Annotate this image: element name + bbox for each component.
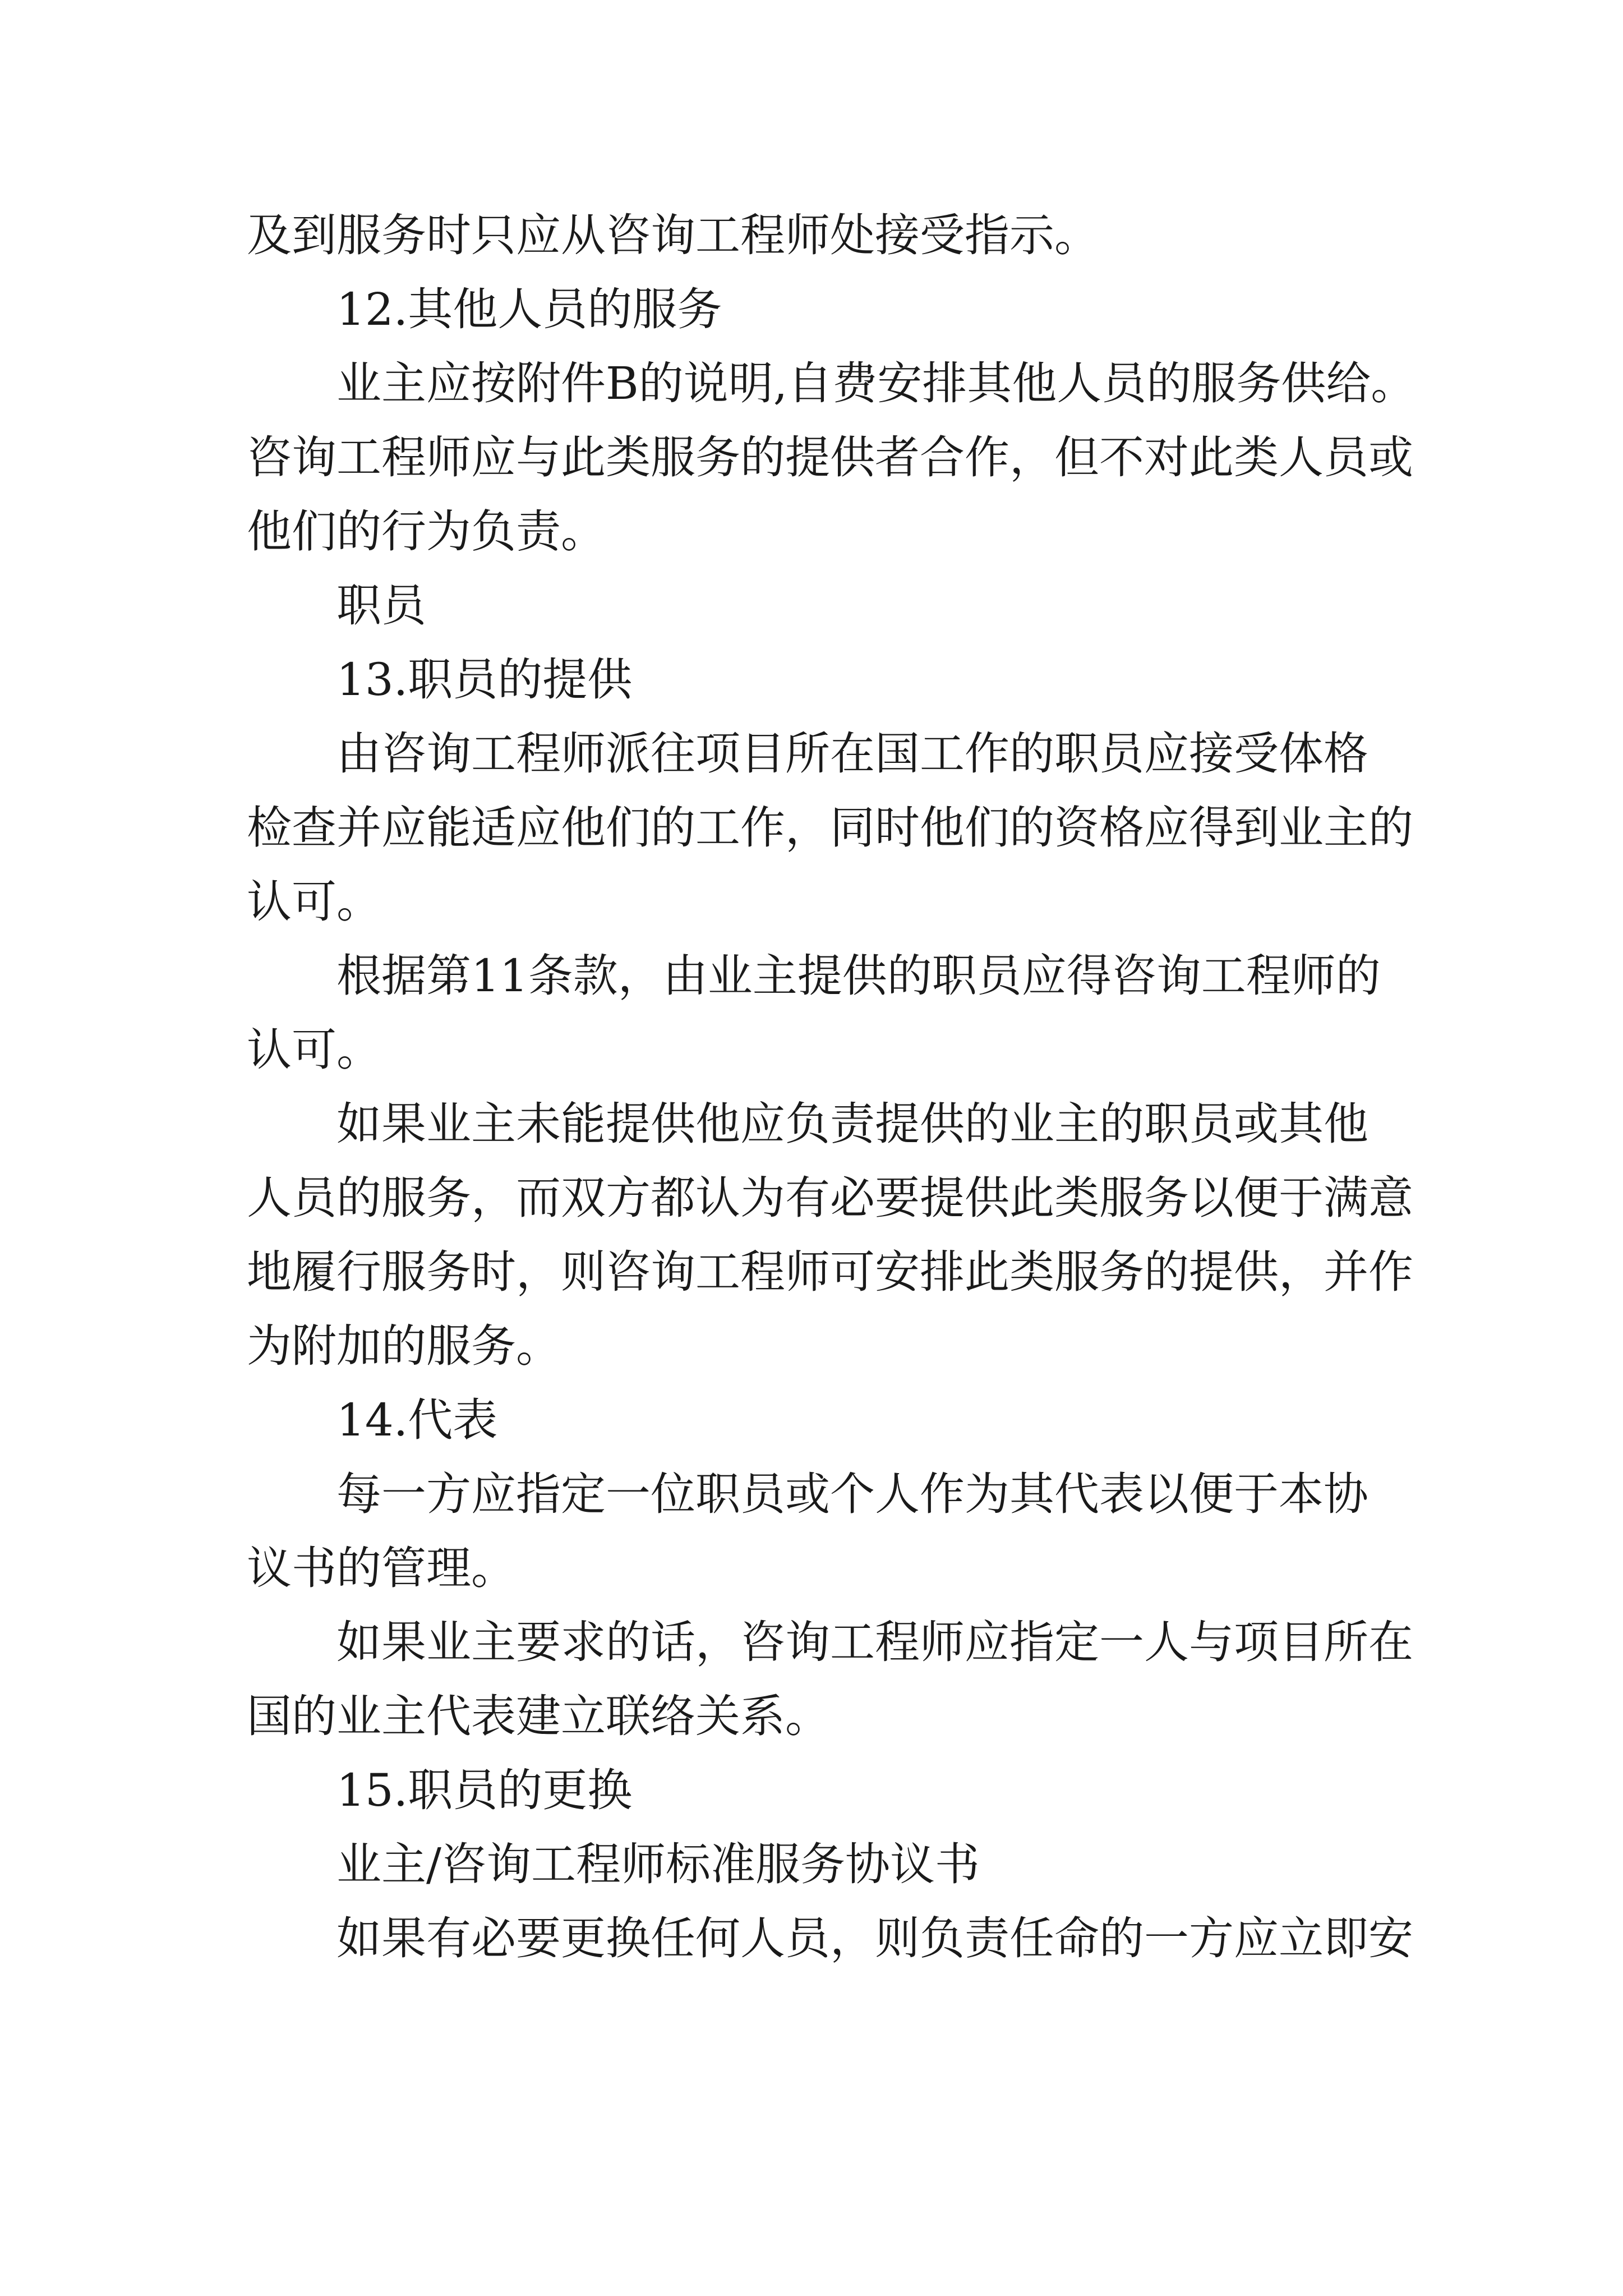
paragraph-line: 如果有必要更换任何人员，则负责任命的一方应立即安 (336, 1912, 1413, 1964)
paragraph-line: 人员的服务，而双方都认为有必要提供此类服务以便于满意 (247, 1172, 1413, 1224)
section-heading: 14.代表 (336, 1394, 498, 1446)
paragraph-line: 咨询工程师应与此类服务的提供者合作，但不对此类人员或 (247, 431, 1413, 484)
paragraph-line: 议书的管理。 (247, 1542, 516, 1594)
paragraph-line: 为附加的服务。 (247, 1320, 561, 1372)
paragraph-line: 国的业主代表建立联络关系。 (247, 1690, 830, 1742)
paragraph-line: 如果业主要求的话，咨询工程师应指定一人与项目所在 (336, 1616, 1413, 1668)
paragraph-line: 他们的行为负责。 (247, 505, 606, 558)
document-title-note: 业主/咨询工程师标准服务协议书 (336, 1838, 980, 1890)
paragraph-line: 如果业主未能提供他应负责提供的业主的职员或其他 (336, 1098, 1368, 1150)
section-heading: 12.其他人员的服务 (336, 283, 722, 335)
paragraph-line: 业主应按附件B的说明,自费安排其他人员的服务供给。 (336, 357, 1416, 409)
paragraph-line: 及到服务时只应从咨询工程师处接受指示。 (247, 209, 1099, 261)
section-heading: 职员 (336, 579, 426, 632)
section-heading: 15.职员的更换 (336, 1764, 633, 1816)
paragraph-line: 检查并应能适应他们的工作，同时他们的资格应得到业主的 (247, 802, 1413, 854)
paragraph-line: 由咨询工程师派往项目所在国工作的职员应接受体格 (336, 728, 1368, 780)
paragraph-line: 认可。 (247, 1024, 381, 1076)
paragraph-line: 根据第11条款，由业主提供的职员应得咨询工程师的 (336, 950, 1381, 1002)
paragraph-line: 每一方应指定一位职员或个人作为其代表以便于本协 (336, 1468, 1368, 1520)
paragraph-line: 地履行服务时，则咨询工程师可安排此类服务的提供，并作 (247, 1246, 1413, 1298)
section-heading: 13.职员的提供 (336, 654, 633, 706)
paragraph-line: 认可。 (247, 876, 381, 928)
